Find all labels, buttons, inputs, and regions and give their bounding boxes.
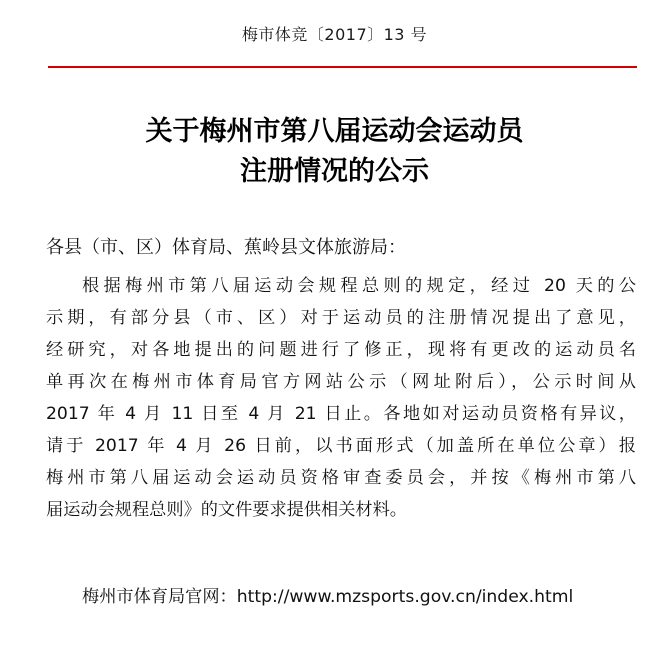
body-line: 届运动会规程总则》的文件要求提供相关材料。	[46, 500, 407, 520]
body-paragraph	[46, 270, 636, 526]
document-number: 梅市体竞〔2017〕13 号	[241, 25, 428, 44]
title-line-2: 注册情况的公示	[240, 156, 429, 187]
header-divider	[48, 66, 637, 68]
website-url[interactable]: http://www.mzsports.gov.cn/index.html	[236, 587, 574, 607]
body-line: 经研究，对各地提出的问题进行了修正，现将有更改的运动员名	[46, 340, 636, 360]
website-line	[82, 585, 573, 609]
body-line: 2017 年 4 月 11 日至 4 月 21 日止。各地如对运动员资格有异议，	[46, 404, 636, 424]
document-title	[0, 112, 669, 192]
body-line: 请于 2017 年 4 月 26 日前，以书面形式（加盖所在单位公章）报	[46, 436, 636, 456]
body-line: 示期，有部分县（市、区）对于运动员的注册情况提出了意见，	[46, 308, 636, 328]
website-label: 梅州市体育局官网：	[82, 587, 237, 607]
body-line: 单再次在梅州市体育局官方网站公示（网址附后），公示时间从	[46, 372, 636, 392]
body-line: 梅州市第八届运动会运动员资格审查委员会，并按《梅州市第八	[46, 468, 636, 488]
body-line: 根据梅州市第八届运动会规程总则的规定，经过 20 天的公	[82, 276, 636, 296]
addressee: 各县（市、区）体育局、蕉岭县文体旅游局：	[46, 237, 406, 258]
title-line-1: 关于梅州市第八届运动会运动员	[145, 116, 524, 147]
